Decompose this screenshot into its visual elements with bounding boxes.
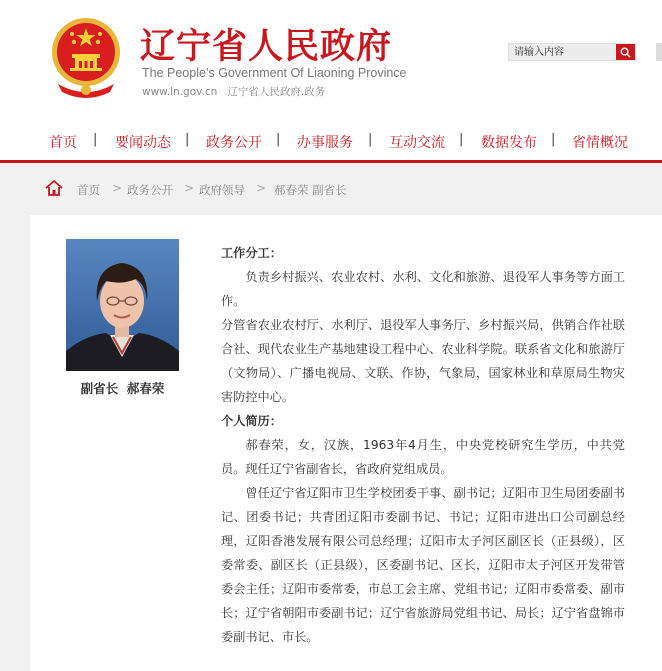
search-button[interactable]	[616, 44, 635, 60]
duties-heading: 工作分工：	[221, 246, 282, 260]
header-edge-strip	[656, 43, 662, 61]
breadcrumb	[30, 174, 662, 204]
resume-paragraph: 曾任辽宁省辽阳市卫生学校团委干事、副书记；辽阳市卫生局团委副书记、团委书记；共青团辽阳市委副书记、书记；辽阳市进出口公司副总经理，辽阳香港发展有限公司总经理；辽阳市太子河区副区长（正县级），区委常委、副区长（正县级），区委副书记、区长，辽阳市太子河区开发带管委会主任；辽阳市委常委，市总工会主席、党组书记；辽阳市委常委、副市长；辽宁省朝阳市委副书记；辽宁省旅游局党组书记、局长；辽宁省盘锦市委副书记、市长。	[221, 486, 625, 644]
site-title: 辽宁省人民政府	[140, 26, 393, 67]
breadcrumb-separator: >	[256, 181, 267, 195]
portrait-caption: 副省长 郝春荣	[80, 381, 165, 396]
nav-item-government-affairs[interactable]: 政务公开	[206, 135, 262, 151]
site-header	[0, 0, 662, 163]
leader-portrait	[66, 239, 179, 371]
breadcrumb-current: 郝春荣 副省长	[274, 183, 347, 197]
nav-item-interaction[interactable]: 互动交流	[389, 135, 445, 151]
breadcrumb-home[interactable]: 首页	[77, 183, 100, 197]
home-icon[interactable]	[44, 179, 64, 197]
nav-separator: |	[93, 132, 98, 147]
profile-card	[30, 215, 662, 671]
nav-item-home[interactable]: 首页	[49, 135, 77, 151]
site-subtitle: The People’s Government Of Liaoning Province	[142, 66, 407, 80]
national-emblem-icon	[48, 14, 124, 98]
resume-heading: 个人简历：	[221, 414, 282, 428]
site-url	[142, 84, 325, 99]
biography	[221, 241, 625, 649]
duties-paragraph: 负责乡村振兴、农业农村、水利、文化和旅游、退役军人事务等方面工作。	[221, 270, 625, 308]
breadcrumb-separator: >	[112, 181, 123, 195]
nav-item-province-overview[interactable]: 省情概况	[572, 135, 628, 151]
search-icon	[620, 47, 631, 58]
search-box	[508, 43, 636, 61]
breadcrumb-government-affairs[interactable]: 政务公开	[127, 183, 173, 197]
site-url-suffix: 辽宁省人民政府.政务	[227, 86, 326, 98]
nav-separator: |	[368, 132, 373, 147]
resume-paragraph: 郝春荣，女，汉族，1963年4月生，中央党校研究生学历，中共党员。现任辽宁省副省长，省政府党组成员。	[221, 438, 625, 476]
site-url-domain: www.ln.gov.cn	[142, 86, 218, 98]
nav-separator: |	[185, 132, 190, 147]
nav-divider	[0, 160, 662, 163]
nav-separator: |	[276, 132, 281, 147]
duties-paragraph: 分管省农业农村厅、水利厅、退役军人事务厅、乡村振兴局，供销合作社联合社、现代农业生产基地建设工程中心、农业科学院。联系省文化和旅游厅（文物局）、广播电视局、文联、作协，气象局，国家林业和草原局生物灾害防控中心。	[221, 318, 625, 404]
nav-separator: |	[551, 132, 556, 147]
nav-item-news[interactable]: 要闻动态	[115, 135, 171, 151]
search-input[interactable]	[509, 44, 615, 60]
nav-separator: |	[459, 132, 464, 147]
nav-item-services[interactable]: 办事服务	[297, 135, 353, 151]
breadcrumb-separator: >	[184, 181, 195, 195]
breadcrumb-leaders[interactable]: 政府领导	[199, 183, 245, 197]
main-nav	[0, 124, 662, 156]
nav-item-data-release[interactable]: 数据发布	[481, 135, 537, 151]
